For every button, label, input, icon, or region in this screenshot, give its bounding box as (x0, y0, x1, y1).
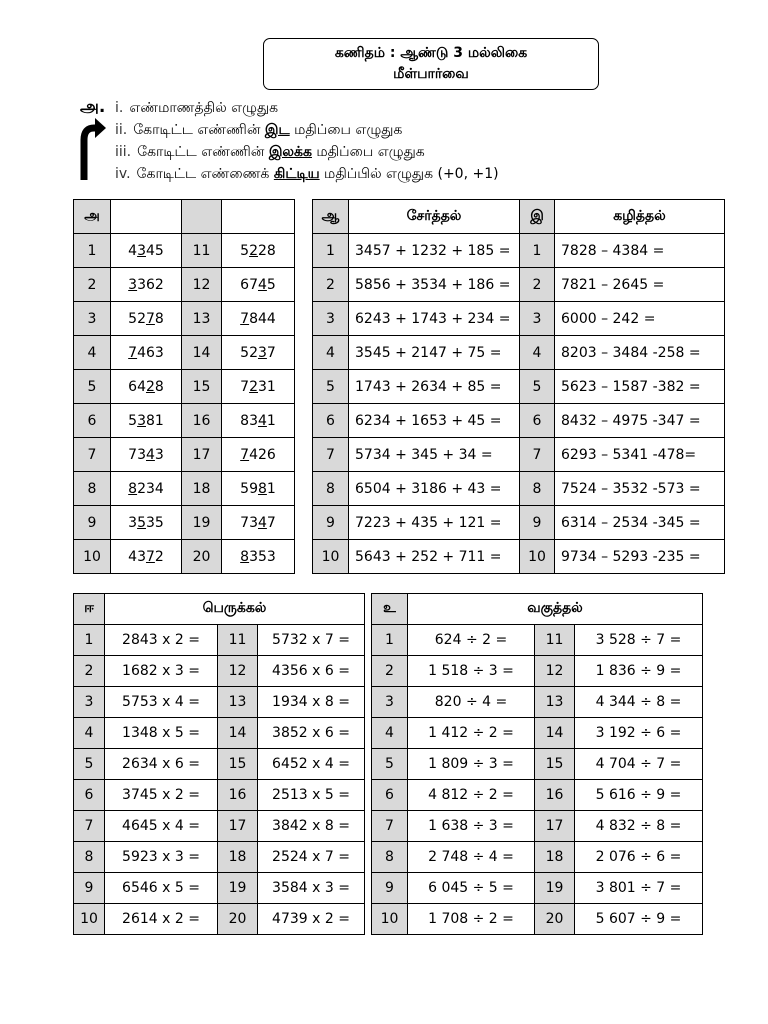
row-number: 19 (182, 506, 222, 540)
multiplication-problem: 3852 x 6 = (258, 718, 365, 749)
multiplication-problem: 4356 x 6 = (258, 656, 365, 687)
row-number: 14 (182, 336, 222, 370)
underlined-digit: 3 (137, 412, 146, 429)
row-number: 14 (218, 718, 258, 749)
digits: 3 (154, 446, 164, 463)
division-problem: 1 708 ÷ 2 = (408, 904, 535, 935)
division-problem: 1 809 ÷ 3 = (408, 749, 535, 780)
multiplication-problem: 3745 x 2 = (105, 780, 218, 811)
row-number: 6 (313, 404, 349, 438)
digits: 83 (240, 412, 258, 429)
row-number: 4 (372, 718, 408, 749)
instruction-item (115, 163, 499, 185)
table-row (313, 472, 725, 506)
table-row (372, 749, 703, 780)
table-a-header-cell (222, 200, 295, 234)
digits: 353 (249, 548, 276, 565)
underlined-digit: 8 (240, 548, 250, 565)
instruction-item (115, 119, 402, 141)
multiplication-problem: 2634 x 6 = (105, 749, 218, 780)
table-row (74, 506, 295, 540)
section-a-marker: அ. (80, 97, 106, 117)
digits: 426 (249, 446, 276, 463)
number-cell (111, 506, 182, 540)
title-box (263, 38, 599, 90)
title-line-2: மீள்பார்வை (393, 66, 469, 82)
digits: 35 (146, 514, 164, 531)
table-row (313, 438, 725, 472)
multiplication-problem: 5923 x 3 = (105, 842, 218, 873)
row-number: 8 (372, 842, 408, 873)
number-cell (111, 336, 182, 370)
table-row (372, 718, 703, 749)
table-a-header-cell (182, 200, 222, 234)
row-number: 6 (520, 404, 555, 438)
row-number: 11 (182, 234, 222, 268)
table-row (74, 438, 295, 472)
row-number: 4 (74, 718, 105, 749)
digits: 7 (266, 344, 276, 361)
table-row (74, 370, 295, 404)
row-number: 5 (313, 370, 349, 404)
division-problem: 4 344 ÷ 8 = (575, 687, 703, 718)
row-number: 16 (535, 780, 575, 811)
row-number: 7 (74, 811, 105, 842)
row-number: 3 (520, 302, 555, 336)
underlined-digit: 3 (257, 344, 267, 361)
multiplication-problem: 6546 x 5 = (105, 873, 218, 904)
subtraction-title: கழித்தல் (555, 200, 725, 234)
division-problem: 3 528 ÷ 7 = (575, 625, 703, 656)
division-problem: 5 607 ÷ 9 = (575, 904, 703, 935)
addition-problem: 5856 + 3534 + 186 = (349, 268, 520, 302)
table-row (74, 302, 295, 336)
instruction-emphasis: கிட்டிய (273, 166, 320, 182)
division-problem: 4 812 ÷ 2 = (408, 780, 535, 811)
instruction-item (115, 141, 425, 163)
number-cell (222, 370, 295, 404)
table-row (313, 370, 725, 404)
addition-problem: 5643 + 252 + 711 = (349, 540, 520, 574)
table-row (74, 749, 365, 780)
underlined-digit: 3 (128, 276, 138, 293)
row-number: 9 (74, 506, 111, 540)
row-number: 19 (218, 873, 258, 904)
table-a-label: அ (74, 200, 111, 234)
underlined-digit: 8 (128, 480, 138, 497)
table-row (74, 873, 365, 904)
instruction-tail: மதிப்பில் எழுதுக (+0, +1) (319, 166, 499, 182)
instruction-tail: மதிப்பை எழுதுக (289, 122, 403, 138)
subtraction-label: இ (520, 200, 555, 234)
row-number: 5 (372, 749, 408, 780)
row-number: 19 (535, 873, 575, 904)
multiplication-problem: 1934 x 8 = (258, 687, 365, 718)
row-number: 18 (535, 842, 575, 873)
division-problem: 2 748 ÷ 4 = (408, 842, 535, 873)
row-number: 4 (520, 336, 555, 370)
division-problem: 6 045 ÷ 5 = (408, 873, 535, 904)
row-number: 17 (535, 811, 575, 842)
table-row (74, 336, 295, 370)
row-number: 9 (74, 873, 105, 904)
digits: 31 (258, 378, 276, 395)
division-problem: 1 836 ÷ 9 = (575, 656, 703, 687)
row-number: 3 (74, 687, 105, 718)
division-problem: 624 ÷ 2 = (408, 625, 535, 656)
underlined-digit: 7 (128, 344, 138, 361)
digits: 844 (249, 310, 276, 327)
division-problem: 4 704 ÷ 7 = (575, 749, 703, 780)
table-row (74, 234, 295, 268)
number-cell (222, 472, 295, 506)
row-number: 10 (520, 540, 555, 574)
table-row (74, 780, 365, 811)
multiplication-problem: 1682 x 3 = (105, 656, 218, 687)
row-number: 20 (218, 904, 258, 935)
table-row (74, 811, 365, 842)
row-number: 10 (313, 540, 349, 574)
digits: 73 (128, 446, 146, 463)
subtraction-problem: 6314 – 2534 -345 = (555, 506, 725, 540)
multiplication-problem: 5732 x 7 = (258, 625, 365, 656)
number-cell (222, 438, 295, 472)
row-number: 7 (520, 438, 555, 472)
row-number: 18 (218, 842, 258, 873)
underlined-digit: 7 (240, 446, 250, 463)
digits: 1 (266, 480, 276, 497)
underlined-digit: 2 (249, 242, 258, 259)
underlined-digit: 4 (257, 412, 267, 429)
number-cell (222, 404, 295, 438)
multiplication-title: பெருக்கல் (105, 594, 365, 625)
division-problem: 1 518 ÷ 3 = (408, 656, 535, 687)
row-number: 1 (313, 234, 349, 268)
table-row (372, 656, 703, 687)
addition-problem: 6234 + 1653 + 45 = (349, 404, 520, 438)
table-row (74, 540, 295, 574)
row-number: 2 (372, 656, 408, 687)
division-title: வகுத்தல் (408, 594, 703, 625)
subtraction-problem: 8203 – 3484 -258 = (555, 336, 725, 370)
number-cell (111, 404, 182, 438)
table-row (372, 873, 703, 904)
row-number: 16 (182, 404, 222, 438)
instruction-item (115, 97, 278, 119)
table-row (372, 842, 703, 873)
underlined-digit: 8 (257, 480, 267, 497)
division-problem: 820 ÷ 4 = (408, 687, 535, 718)
number-cell (222, 268, 295, 302)
instruction-text: கோடிட்ட எண்ணைக் (136, 166, 274, 182)
multiplication-problem: 1348 x 5 = (105, 718, 218, 749)
number-cell (111, 302, 182, 336)
row-number: 2 (520, 268, 555, 302)
underlined-digit: 7 (145, 310, 155, 327)
addition-problem: 6504 + 3186 + 43 = (349, 472, 520, 506)
digits: 7 (240, 378, 250, 395)
multiplication-problem: 2524 x 7 = (258, 842, 365, 873)
digits: 5 (266, 276, 276, 293)
table-row (313, 268, 725, 302)
digits: 4 (128, 242, 138, 259)
digits: 52 (240, 344, 258, 361)
underlined-digit: 4 (257, 276, 267, 293)
row-number: 17 (182, 438, 222, 472)
row-number: 2 (74, 268, 111, 302)
instruction-text: கோடிட்ட எண்ணின் (137, 144, 269, 160)
row-number: 15 (218, 749, 258, 780)
underlined-digit: 7 (145, 548, 155, 565)
row-number: 12 (535, 656, 575, 687)
underlined-digit: 4 (145, 446, 155, 463)
number-cell (222, 302, 295, 336)
row-number: 12 (182, 268, 222, 302)
digits: 81 (146, 412, 164, 429)
table-row (372, 811, 703, 842)
subtraction-problem: 7524 – 3532 -573 = (555, 472, 725, 506)
division-table (371, 593, 703, 935)
division-problem: 5 616 ÷ 9 = (575, 780, 703, 811)
digits: 463 (137, 344, 164, 361)
number-cell (111, 268, 182, 302)
subtraction-problem: 5623 – 1587 -382 = (555, 370, 725, 404)
multiplication-problem: 3842 x 8 = (258, 811, 365, 842)
instruction-emphasis: இட (264, 122, 290, 138)
row-number: 5 (74, 370, 111, 404)
underlined-digit: 3 (137, 242, 146, 259)
digits: 73 (240, 514, 258, 531)
row-number: 12 (218, 656, 258, 687)
number-cell (222, 336, 295, 370)
row-number: 4 (313, 336, 349, 370)
table-row (313, 234, 725, 268)
place-value-table (73, 199, 295, 574)
row-number: 1 (520, 234, 555, 268)
table-row (372, 625, 703, 656)
digits: 45 (146, 242, 164, 259)
multiplication-label: ஈ (74, 594, 105, 625)
digits: 8 (154, 378, 164, 395)
subtraction-problem: 8432 – 4975 -347 = (555, 404, 725, 438)
underlined-digit: 7 (240, 310, 250, 327)
row-number: 5 (74, 749, 105, 780)
row-number: 9 (520, 506, 555, 540)
table-row (313, 302, 725, 336)
number-cell (111, 540, 182, 574)
underlined-digit: 4 (257, 514, 267, 531)
row-number: 6 (74, 780, 105, 811)
digits: 52 (128, 310, 146, 327)
row-number: 13 (535, 687, 575, 718)
row-number: 16 (218, 780, 258, 811)
number-cell (222, 506, 295, 540)
row-number: 11 (535, 625, 575, 656)
row-number: 20 (535, 904, 575, 935)
subtraction-problem: 9734 – 5293 -235 = (555, 540, 725, 574)
table-row (74, 268, 295, 302)
table-row (74, 687, 365, 718)
underlined-digit: 2 (249, 378, 258, 395)
digits: 5 (240, 242, 250, 259)
row-number: 7 (74, 438, 111, 472)
table-row (74, 904, 365, 935)
row-number: 10 (372, 904, 408, 935)
table-row (313, 336, 725, 370)
table-row (372, 904, 703, 935)
instruction-number: i. (115, 100, 124, 116)
row-number: 8 (313, 472, 349, 506)
row-number: 5 (520, 370, 555, 404)
digits: 8 (154, 310, 164, 327)
digits: 5 (128, 412, 138, 429)
number-cell (111, 370, 182, 404)
addition-problem: 1743 + 2634 + 85 = (349, 370, 520, 404)
row-number: 7 (313, 438, 349, 472)
table-row (74, 472, 295, 506)
row-number: 8 (74, 472, 111, 506)
digits: 362 (137, 276, 164, 293)
multiplication-problem: 6452 x 4 = (258, 749, 365, 780)
addition-subtraction-table (312, 199, 725, 574)
row-number: 1 (74, 625, 105, 656)
multiplication-problem: 4739 x 2 = (258, 904, 365, 935)
addition-problem: 5734 + 345 + 34 = (349, 438, 520, 472)
instruction-text: கோடிட்ட எண்ணின் (133, 122, 265, 138)
subtraction-problem: 6000 – 242 = (555, 302, 725, 336)
row-number: 3 (74, 302, 111, 336)
row-number: 2 (74, 656, 105, 687)
subtraction-problem: 7821 – 2645 = (555, 268, 725, 302)
table-row (74, 625, 365, 656)
title-line-1: கணிதம் : ஆண்டு 3 மல்லிகை (334, 45, 528, 61)
division-label: உ (372, 594, 408, 625)
digits: 3 (128, 514, 138, 531)
row-number: 2 (313, 268, 349, 302)
multiplication-table (73, 593, 365, 935)
number-cell (111, 438, 182, 472)
division-problem: 4 832 ÷ 8 = (575, 811, 703, 842)
instruction-emphasis: இலக்க (268, 144, 312, 160)
digits: 59 (240, 480, 258, 497)
division-problem: 1 412 ÷ 2 = (408, 718, 535, 749)
digits: 7 (266, 514, 276, 531)
instruction-tail: மதிப்பை எழுதுக (311, 144, 425, 160)
row-number: 10 (74, 540, 111, 574)
table-row (313, 506, 725, 540)
row-number: 11 (218, 625, 258, 656)
addition-problem: 7223 + 435 + 121 = (349, 506, 520, 540)
number-cell (222, 234, 295, 268)
row-number: 15 (182, 370, 222, 404)
row-number: 15 (535, 749, 575, 780)
table-row (372, 780, 703, 811)
table-row (313, 404, 725, 438)
digits: 234 (137, 480, 164, 497)
table-a-header-cell (111, 200, 182, 234)
row-number: 9 (313, 506, 349, 540)
division-problem: 2 076 ÷ 6 = (575, 842, 703, 873)
instruction-number: iii. (115, 144, 132, 160)
multiplication-problem: 2843 x 2 = (105, 625, 218, 656)
instruction-number: ii. (115, 122, 128, 138)
row-number: 13 (218, 687, 258, 718)
multiplication-problem: 2513 x 5 = (258, 780, 365, 811)
curved-arrow-icon (76, 118, 106, 182)
multiplication-problem: 3584 x 3 = (258, 873, 365, 904)
row-number: 1 (372, 625, 408, 656)
division-problem: 3 192 ÷ 6 = (575, 718, 703, 749)
row-number: 3 (313, 302, 349, 336)
table-row (313, 540, 725, 574)
digits: 2 (154, 548, 164, 565)
table-row (74, 718, 365, 749)
number-cell (111, 472, 182, 506)
digits: 1 (266, 412, 276, 429)
multiplication-problem: 5753 x 4 = (105, 687, 218, 718)
row-number: 8 (74, 842, 105, 873)
row-number: 3 (372, 687, 408, 718)
row-number: 10 (74, 904, 105, 935)
row-number: 4 (74, 336, 111, 370)
row-number: 18 (182, 472, 222, 506)
subtraction-problem: 7828 – 4384 = (555, 234, 725, 268)
digits: 67 (240, 276, 258, 293)
division-problem: 3 801 ÷ 7 = (575, 873, 703, 904)
digits: 43 (128, 548, 146, 565)
row-number: 14 (535, 718, 575, 749)
row-number: 7 (372, 811, 408, 842)
addition-problem: 3457 + 1232 + 185 = (349, 234, 520, 268)
addition-label: ஆ (313, 200, 349, 234)
row-number: 6 (372, 780, 408, 811)
subtraction-problem: 6293 – 5341 -478= (555, 438, 725, 472)
addition-problem: 3545 + 2147 + 75 = (349, 336, 520, 370)
instruction-number: iv. (115, 166, 131, 182)
multiplication-problem: 4645 x 4 = (105, 811, 218, 842)
row-number: 17 (218, 811, 258, 842)
row-number: 20 (182, 540, 222, 574)
digits: 28 (258, 242, 276, 259)
addition-title: சேர்த்தல் (349, 200, 520, 234)
division-problem: 1 638 ÷ 3 = (408, 811, 535, 842)
number-cell (111, 234, 182, 268)
row-number: 8 (520, 472, 555, 506)
underlined-digit: 5 (137, 514, 146, 531)
digits: 64 (128, 378, 146, 395)
table-row (372, 687, 703, 718)
instruction-text: எண்மாணத்தில் எழுதுக (129, 100, 279, 116)
row-number: 9 (372, 873, 408, 904)
row-number: 13 (182, 302, 222, 336)
number-cell (222, 540, 295, 574)
multiplication-problem: 2614 x 2 = (105, 904, 218, 935)
table-row (74, 404, 295, 438)
addition-problem: 6243 + 1743 + 234 = (349, 302, 520, 336)
table-row (74, 656, 365, 687)
row-number: 6 (74, 404, 111, 438)
row-number: 1 (74, 234, 111, 268)
underlined-digit: 2 (145, 378, 155, 395)
table-row (74, 842, 365, 873)
